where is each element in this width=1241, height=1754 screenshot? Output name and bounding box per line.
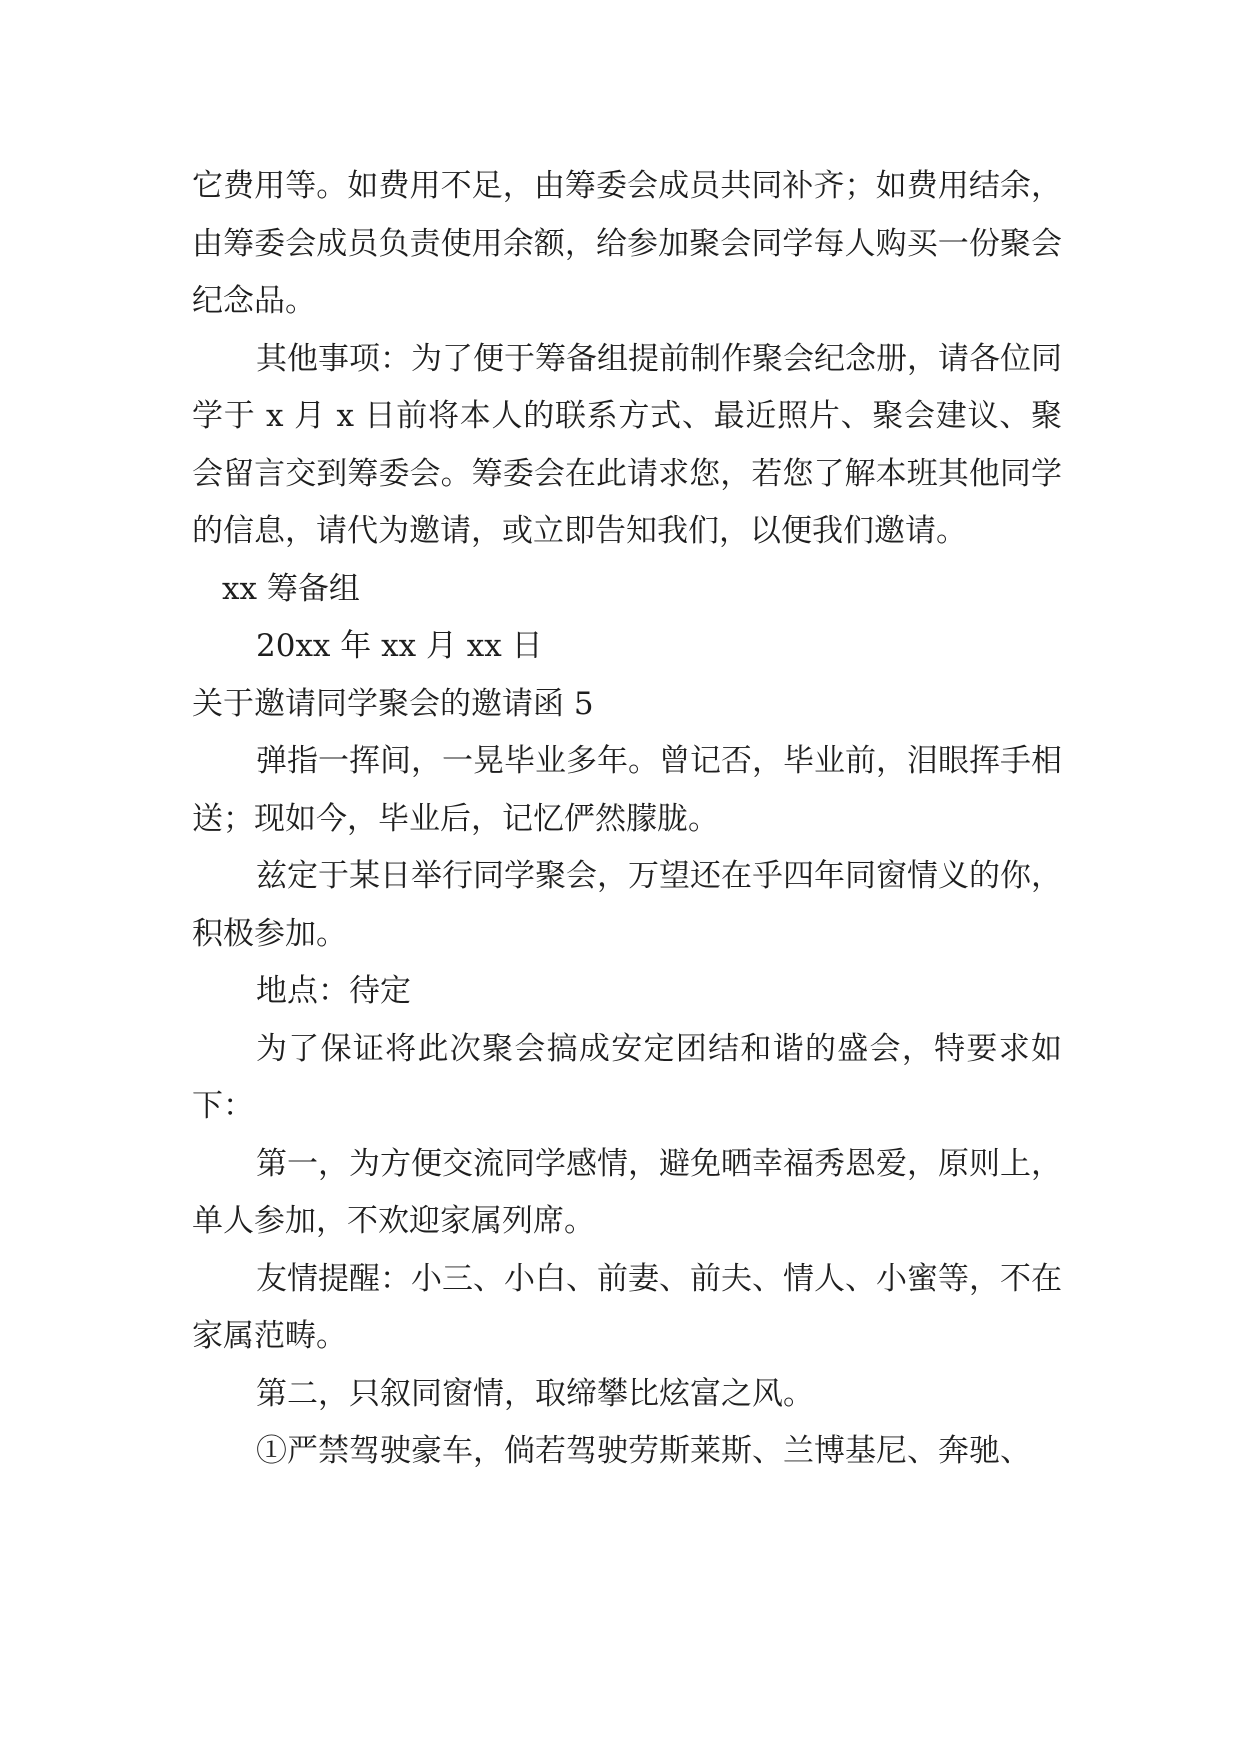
signature-organizer: xx 筹备组 <box>222 570 360 607</box>
paragraph-requirements: 为了保证将此次聚会搞成安定团结和谐的盛会，特要求如下： <box>192 1030 1062 1124</box>
signature-date: 20xx 年 xx 月 xx 日 <box>256 628 543 664</box>
paragraph-rule-two-item-one: ①严禁驾驶豪车，倘若驾驶劳斯莱斯、兰博基尼、奔驰、 <box>256 1433 1031 1469</box>
paragraph-intro: 弹指一挥间，一晃毕业多年。曾记否，毕业前，泪眼挥手相送；现如今，毕业后，记忆俨然朦胧。 <box>192 743 1062 837</box>
paragraph-rule-two: 第二，只叙同窗情，取缔攀比炫富之风。 <box>256 1375 814 1412</box>
paragraph-invitation: 兹定于某日举行同学聚会，万望还在乎四年同窗情义的你，积极参加。 <box>192 858 1062 952</box>
paragraph-fee-remainder: 它费用等。如费用不足，由筹委会成员共同补齐；如费用结余，由筹委会成员负责使用余额，给参加聚会同学每人购买一份聚会纪念品。 <box>192 168 1062 319</box>
paragraph-friendly-reminder: 友情提醒：小三、小白、前妻、前夫、情人、小蜜等，不在家属范畴。 <box>192 1260 1062 1354</box>
paragraph-location: 地点：待定 <box>256 973 411 1009</box>
paragraph-rule-one: 第一，为方便交流同学感情，避免晒幸福秀恩爱，原则上，单人参加，不欢迎家属列席。 <box>192 1145 1062 1239</box>
paragraph-other-matters: 其他事项：为了便于筹备组提前制作聚会纪念册，请各位同学于 x 月 x 日前将本人的联系方式、最近照片、聚会建议、聚会留言交到筹委会。筹委会在此请求您，若您了解本班其他同学的信息，请代为邀请，或立即告知我们，以便我们邀请。 <box>192 340 1062 549</box>
section-title: 关于邀请同学聚会的邀请函 5 <box>192 685 594 722</box>
document-body <box>192 158 1062 1481</box>
